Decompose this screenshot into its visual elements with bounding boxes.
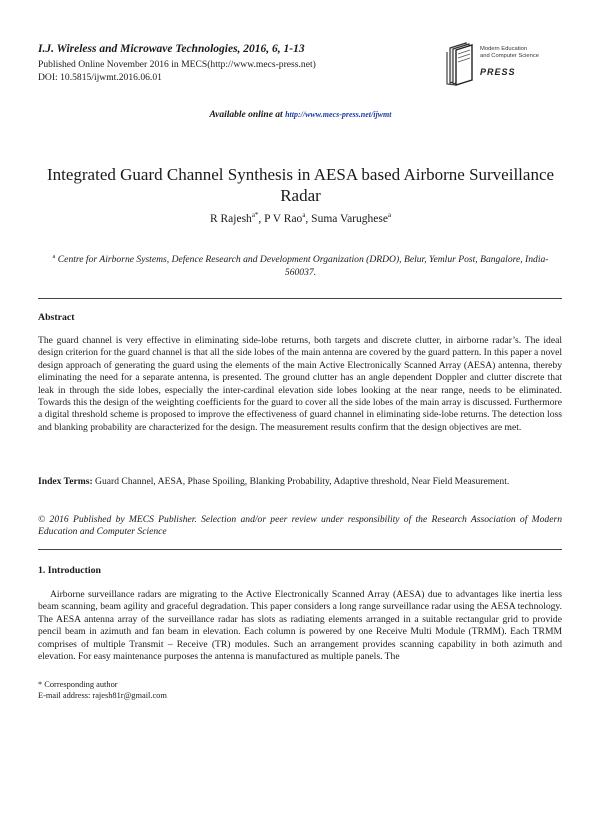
author-sup: a* <box>251 211 259 219</box>
divider <box>38 298 562 299</box>
available-label: Available online at <box>209 110 283 120</box>
doi: DOI: 10.5815/ijwmt.2016.06.01 <box>38 71 162 83</box>
journal-url-link[interactable]: http://www.mecs-press.net/ijwmt <box>285 110 392 119</box>
paper-title: Integrated Guard Channel Synthesis in AESA based Airborne Surveillance Radar <box>46 165 555 205</box>
index-terms-label: Index Terms: <box>38 476 93 487</box>
published-online: Published Online November 2016 in MECS(http://www.mecs-press.net) <box>38 59 316 70</box>
publication-info <box>38 59 316 84</box>
author-name: P V Rao <box>264 212 303 225</box>
logo-wordmark: Modern Education and Computer Science <box>480 46 539 59</box>
affiliation-text: Centre for Airborne Systems, Defence Research and Development Organization (DRDO), Belur, Yemlur Post, Bangalore, India-560037. <box>57 254 549 279</box>
author-name: R Rajesh <box>209 212 252 225</box>
index-terms-text: Guard Channel, AESA, Phase Spoiling, Blanking Probability, Adaptive threshold, Near Field Measurement. <box>95 476 510 487</box>
affiliation <box>45 250 556 279</box>
copyright-notice: © 2016 Published by MECS Publisher. Selection and/or peer review under responsibility of the Research Association of Modern Education and Computer Science <box>38 514 562 538</box>
logo-press: PRESS <box>480 67 516 77</box>
author-sup: a <box>387 211 392 219</box>
book-icon <box>444 40 478 86</box>
corresponding-author-note: * Corresponding author <box>38 680 118 689</box>
abstract-text: The guard channel is very effective in eliminating side-lobe returns, both targets and discrete clutter, in airborne radar’s. The ideal design criterion for the guard channel is that all the side lobes of the main antenna are covered by the guard pattern. In this paper a novel design approach of generating the guard using the elements of the main Active Electronically Scanned Array (AESA) antenna, thereby eliminating the need for a separate antenna, is presented. The ground clutter has an angle dependent Doppler and clutter discrete that leak in through the side lobes, especially the inter-cardinal elevation side lobes looking at the near range, needs to be eliminated. Towards this the design of the weighting coefficients for the guard to cover all the side lobes of the main array is discussed. Furthermore a digital threshold scheme is proposed to improve the effectiveness of guard channel in eliminating side-lobe returns. The detection loss and blanking probability are characterized for the design. The measurement results confirm that the design objectives are met. <box>38 335 563 433</box>
journal-title: I.J. Wireless and Microwave Technologies, 2016, 6, 1-13 <box>38 43 305 55</box>
introduction-heading: 1. Introduction <box>38 565 101 576</box>
introduction-text: Airborne surveillance radars are migrating to the Active Electronically Scanned Array (AESA) due to advantages like inertia less beam scanning, beam agility and graceful degradation. This paper considers a long range surveillance radar using the AESA technology. The AESA antenna array of the surveillance radar has slots as radiating elements arranged in a suitable rectangular grid to provide pencil beam in azimuth and fan beam in elevation. Each column is powered by one Receive Multi Module (TRMM). Each TRMM comprises of multiple Transmit – Receive (TR) modules. Such an arrangement provides scanning capability in both azimuth and elevation. For easy maintenance purposes the antenna is manufactured as multiple panels. The <box>38 589 562 663</box>
author-list: R Rajesh$^{a*}$, P V Rao$^a$, Suma Varughese$^a$ <box>209 211 392 225</box>
abstract-heading: Abstract <box>38 312 75 323</box>
author-sup: a <box>302 211 306 219</box>
affiliation-sup: a <box>52 253 56 260</box>
divider <box>38 549 562 550</box>
footnote <box>38 680 167 701</box>
author-email: E-mail address: rajesh81r@gmail.com <box>38 690 167 700</box>
available-online <box>0 110 601 120</box>
author-name: Suma Varughese <box>311 212 388 225</box>
publisher-logo <box>444 38 564 88</box>
index-terms <box>38 476 562 488</box>
